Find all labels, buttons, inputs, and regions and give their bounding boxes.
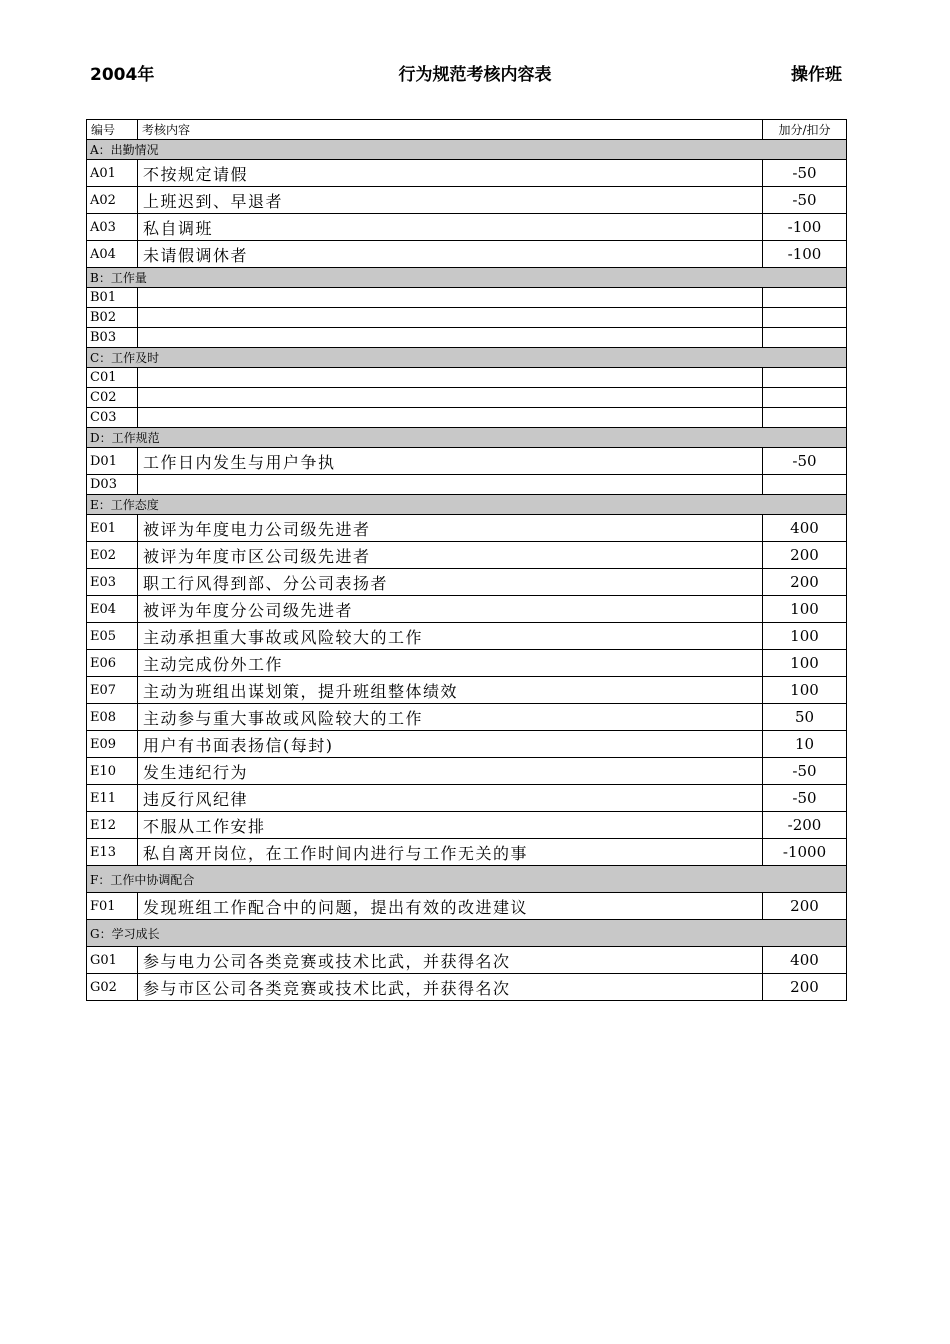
code-cell: B01 <box>87 288 138 308</box>
score-cell <box>763 328 847 348</box>
code-cell: E13 <box>87 839 138 866</box>
score-cell: 200 <box>763 569 847 596</box>
score-cell: 100 <box>763 650 847 677</box>
table-row <box>87 785 847 812</box>
score-cell: -50 <box>763 160 847 187</box>
column-header-content: 考核内容 <box>138 120 763 140</box>
content-cell <box>138 288 763 308</box>
section-row <box>87 920 847 947</box>
table-row <box>87 241 847 268</box>
code-cell: D03 <box>87 475 138 495</box>
code-cell: E09 <box>87 731 138 758</box>
code-cell: G02 <box>87 974 138 1001</box>
content-cell: 私自调班 <box>138 214 763 241</box>
code-cell: E11 <box>87 785 138 812</box>
code-cell: A03 <box>87 214 138 241</box>
table-row <box>87 758 847 785</box>
section-row <box>87 140 847 160</box>
content-cell: 发现班组工作配合中的问题，提出有效的改进建议 <box>138 893 763 920</box>
table-row <box>87 947 847 974</box>
score-cell: 200 <box>763 542 847 569</box>
score-cell <box>763 308 847 328</box>
code-cell: E07 <box>87 677 138 704</box>
score-cell: 100 <box>763 677 847 704</box>
table-row <box>87 448 847 475</box>
score-cell: -50 <box>763 785 847 812</box>
code-cell: D01 <box>87 448 138 475</box>
code-cell: A04 <box>87 241 138 268</box>
score-cell <box>763 288 847 308</box>
content-cell: 参与电力公司各类竞赛或技术比武，并获得名次 <box>138 947 763 974</box>
content-cell <box>138 388 763 408</box>
table-row <box>87 974 847 1001</box>
content-cell: 主动承担重大事故或风险较大的工作 <box>138 623 763 650</box>
code-cell: E05 <box>87 623 138 650</box>
section-row <box>87 866 847 893</box>
content-cell: 参与市区公司各类竞赛或技术比武，并获得名次 <box>138 974 763 1001</box>
score-cell: -50 <box>763 187 847 214</box>
table-row <box>87 187 847 214</box>
content-cell <box>138 328 763 348</box>
content-cell: 主动参与重大事故或风险较大的工作 <box>138 704 763 731</box>
content-cell: 私自离开岗位，在工作时间内进行与工作无关的事 <box>138 839 763 866</box>
table-row <box>87 515 847 542</box>
content-cell: 未请假调休者 <box>138 241 763 268</box>
table-row <box>87 569 847 596</box>
content-cell <box>138 475 763 495</box>
code-cell: E06 <box>87 650 138 677</box>
section-label: G：学习成长 <box>87 920 847 947</box>
section-row <box>87 495 847 515</box>
table-row <box>87 704 847 731</box>
code-cell: E04 <box>87 596 138 623</box>
column-header-score: 加分/扣分 <box>763 120 847 140</box>
table-row <box>87 308 847 328</box>
score-cell: 200 <box>763 893 847 920</box>
code-cell: C01 <box>87 368 138 388</box>
score-cell: -1000 <box>763 839 847 866</box>
table-header-row <box>87 120 847 140</box>
code-cell: E01 <box>87 515 138 542</box>
table-row <box>87 596 847 623</box>
table-row <box>87 475 847 495</box>
score-cell: -200 <box>763 812 847 839</box>
table-row <box>87 542 847 569</box>
table-row <box>87 623 847 650</box>
score-cell: -100 <box>763 214 847 241</box>
section-row <box>87 428 847 448</box>
code-cell: C02 <box>87 388 138 408</box>
page-title: 行为规范考核内容表 <box>398 65 552 85</box>
content-cell: 被评为年度电力公司级先进者 <box>138 515 763 542</box>
score-cell: 100 <box>763 596 847 623</box>
assessment-table <box>86 119 847 1001</box>
content-cell: 被评为年度市区公司级先进者 <box>138 542 763 569</box>
code-cell: C03 <box>87 408 138 428</box>
section-label: B：工作量 <box>87 268 847 288</box>
table-row <box>87 160 847 187</box>
table-row <box>87 731 847 758</box>
table-row <box>87 388 847 408</box>
code-cell: B02 <box>87 308 138 328</box>
score-cell: 100 <box>763 623 847 650</box>
score-cell: -100 <box>763 241 847 268</box>
content-cell: 用户有书面表扬信(每封) <box>138 731 763 758</box>
code-cell: G01 <box>87 947 138 974</box>
table-row <box>87 288 847 308</box>
content-cell: 工作日内发生与用户争执 <box>138 448 763 475</box>
content-cell <box>138 408 763 428</box>
table-row <box>87 839 847 866</box>
content-cell <box>138 308 763 328</box>
section-label: A：出勤情况 <box>87 140 847 160</box>
content-cell: 不服从工作安排 <box>138 812 763 839</box>
code-cell: A02 <box>87 187 138 214</box>
score-cell: -50 <box>763 448 847 475</box>
score-cell <box>763 408 847 428</box>
content-cell: 违反行风纪律 <box>138 785 763 812</box>
table-row <box>87 812 847 839</box>
department-label: 操作班 <box>791 65 842 85</box>
content-cell: 上班迟到、早退者 <box>138 187 763 214</box>
section-label: D：工作规范 <box>87 428 847 448</box>
content-cell: 职工行风得到部、分公司表扬者 <box>138 569 763 596</box>
content-cell <box>138 368 763 388</box>
section-label: C：工作及时 <box>87 348 847 368</box>
table-row <box>87 368 847 388</box>
code-cell: E02 <box>87 542 138 569</box>
score-cell <box>763 368 847 388</box>
score-cell: 400 <box>763 947 847 974</box>
table-row <box>87 677 847 704</box>
table-row <box>87 214 847 241</box>
content-cell: 主动为班组出谋划策，提升班组整体绩效 <box>138 677 763 704</box>
content-cell: 被评为年度分公司级先进者 <box>138 596 763 623</box>
content-cell: 发生违纪行为 <box>138 758 763 785</box>
score-cell: 200 <box>763 974 847 1001</box>
year-label: 2004年 <box>90 65 155 85</box>
code-cell: A01 <box>87 160 138 187</box>
table-row <box>87 408 847 428</box>
table-row <box>87 650 847 677</box>
table-row <box>87 328 847 348</box>
section-label: E：工作态度 <box>87 495 847 515</box>
code-cell: E12 <box>87 812 138 839</box>
code-cell: E03 <box>87 569 138 596</box>
score-cell: 10 <box>763 731 847 758</box>
score-cell: 400 <box>763 515 847 542</box>
content-cell: 主动完成份外工作 <box>138 650 763 677</box>
table-row <box>87 893 847 920</box>
score-cell: 50 <box>763 704 847 731</box>
score-cell: -50 <box>763 758 847 785</box>
section-row <box>87 268 847 288</box>
code-cell: E08 <box>87 704 138 731</box>
code-cell: F01 <box>87 893 138 920</box>
code-cell: E10 <box>87 758 138 785</box>
content-cell: 不按规定请假 <box>138 160 763 187</box>
column-header-code: 编号 <box>87 120 138 140</box>
section-label: F：工作中协调配合 <box>87 866 847 893</box>
score-cell <box>763 388 847 408</box>
score-cell <box>763 475 847 495</box>
section-row <box>87 348 847 368</box>
code-cell: B03 <box>87 328 138 348</box>
